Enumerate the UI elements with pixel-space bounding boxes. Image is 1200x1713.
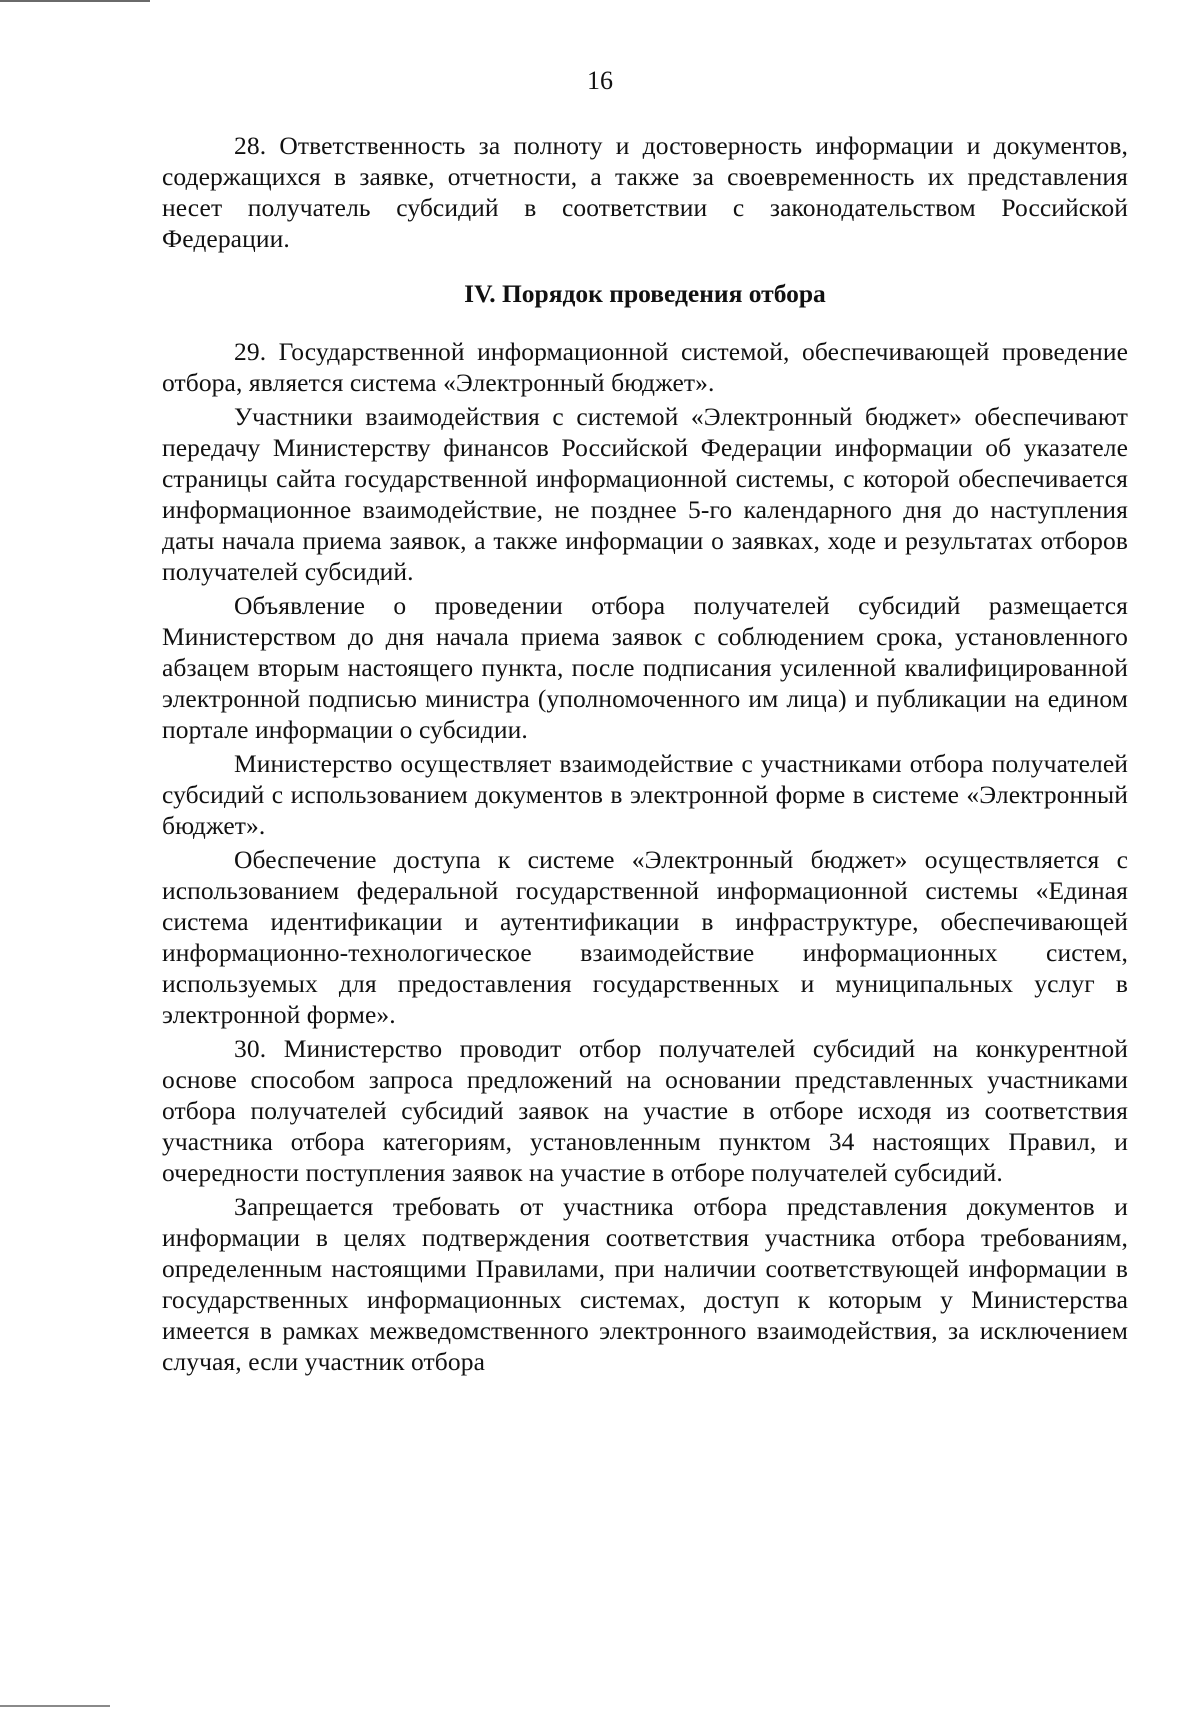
paragraph-prohibition: Запрещается требовать от участника отбора представления документов и информации в целях подтверждения соответствия участника отбора требованиям, определенным настоящими Правилами, при наличии соответствующей информации в государственных информационных системах, доступ к которым у Министерства имеется в рамках межведомственного электронного взаимодействия, за исключением случая, если участник отбора	[162, 1192, 1128, 1376]
paragraph-participants: Участники взаимодействия с системой «Электронный бюджет» обеспечивают передачу Министерству финансов Российской Федерации информации об указателе страницы сайта государственной информационной системы, с которой обеспечивается информационное взаимодействие, не позднее 5-го календарного дня до наступления даты начала приема заявок, а также информации о заявках, ходе и результатах отборов получателей субсидий.	[162, 402, 1128, 586]
page-number: 16	[587, 66, 613, 95]
scan-edge-top	[0, 0, 150, 2]
paragraph-28: 28. Ответственность за полноту и достоверность информации и документов, содержащихся в заявке, отчетности, а также за своевременность их представления несет получатель субсидий в соответствии с законодательством Российской Федерации.	[162, 131, 1128, 253]
document-body	[162, 130, 1128, 1377]
paragraph-29: 29. Государственной информационной системой, обеспечивающей проведение отбора, является система «Электронный бюджет».	[162, 337, 1128, 397]
paragraph-announcement: Объявление о проведении отбора получателей субсидий размещается Министерством до дня начала приема заявок с соблюдением срока, установленного абзацем вторым настоящего пункта, после подписания усиленной квалифицированной электронной подписью министра (уполномоченного им лица) и публикации на едином портале информации о субсидии.	[162, 591, 1128, 744]
section-heading: IV. Порядок проведения отбора	[464, 279, 826, 308]
paragraph-access: Обеспечение доступа к системе «Электронный бюджет» осуществляется с использованием федеральной государственной информационной системы «Единая система идентификации и аутентификации в инфраструктуре, обеспечивающей информационно-технологическое взаимодействие информационных систем, используемых для предоставления государственных и муниципальных услуг в электронной форме».	[162, 845, 1128, 1029]
scan-edge-bottom	[0, 1705, 110, 1707]
paragraph-interaction: Министерство осуществляет взаимодействие с участниками отбора получателей субсидий с использованием документов в электронной форме в системе «Электронный бюджет».	[162, 749, 1128, 840]
paragraph-30: 30. Министерство проводит отбор получателей субсидий на конкурентной основе способом запроса предложений на основании представленных участниками отбора получателей субсидий заявок на участие в отборе исходя из соответствия участника отбора категориям, установленным пунктом 34 настоящих Правил, и очередности поступления заявок на участие в отборе получателей субсидий.	[162, 1034, 1128, 1187]
